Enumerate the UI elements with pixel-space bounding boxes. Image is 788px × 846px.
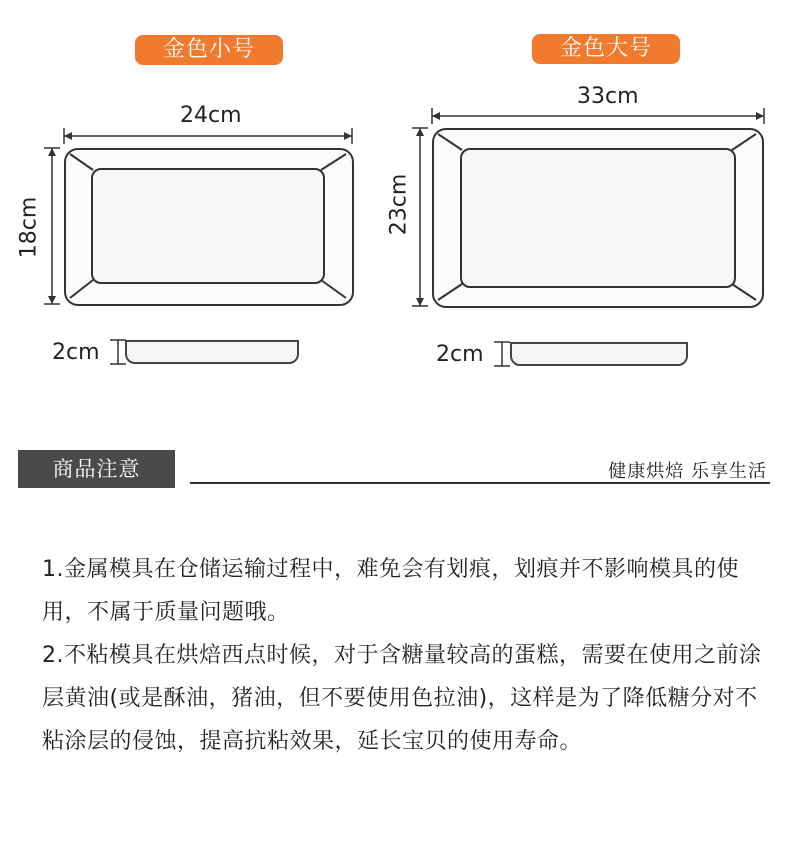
large-width-dimension-line	[428, 106, 768, 126]
section-divider	[190, 482, 770, 484]
note-item: 1.金属模具在仓储运输过程中，难免会有划痕，划痕并不影响模具的使用，不属于质量问题哦。	[42, 557, 739, 625]
large-width-label: 33cm	[577, 84, 639, 109]
large-length-label: 23cm	[386, 173, 412, 236]
small-height-label: 2cm	[52, 340, 100, 365]
small-width-dimension-line	[60, 126, 356, 146]
large-length-dimension-line	[410, 126, 430, 308]
notes-list	[42, 548, 762, 763]
large-height-dimension-line	[492, 340, 512, 368]
section-title: 商品注意	[18, 450, 175, 488]
large-tray-corner-lines	[432, 128, 764, 308]
large-tray-side-view	[510, 342, 688, 366]
large-height-label: 2cm	[436, 342, 484, 367]
large-size-badge: 金色大号	[532, 34, 680, 64]
small-tray-corner-lines	[64, 148, 354, 306]
section-slogan: 健康烘焙 乐享生活	[608, 461, 767, 482]
small-width-label: 24cm	[180, 103, 242, 128]
small-length-dimension-line	[42, 146, 62, 306]
small-length-label: 18cm	[16, 196, 42, 259]
note-item: 2.不粘模具在烘焙西点时候，对于含糖量较高的蛋糕，需要在使用之前涂层黄油(或是酥油，猪油，但不要使用色拉油)，这样是为了降低糖分对不粘涂层的侵蚀，提高抗粘效果，延长宝贝的使用寿命。	[42, 643, 762, 754]
small-size-badge: 金色小号	[135, 35, 283, 65]
small-tray-side-view	[125, 340, 299, 364]
